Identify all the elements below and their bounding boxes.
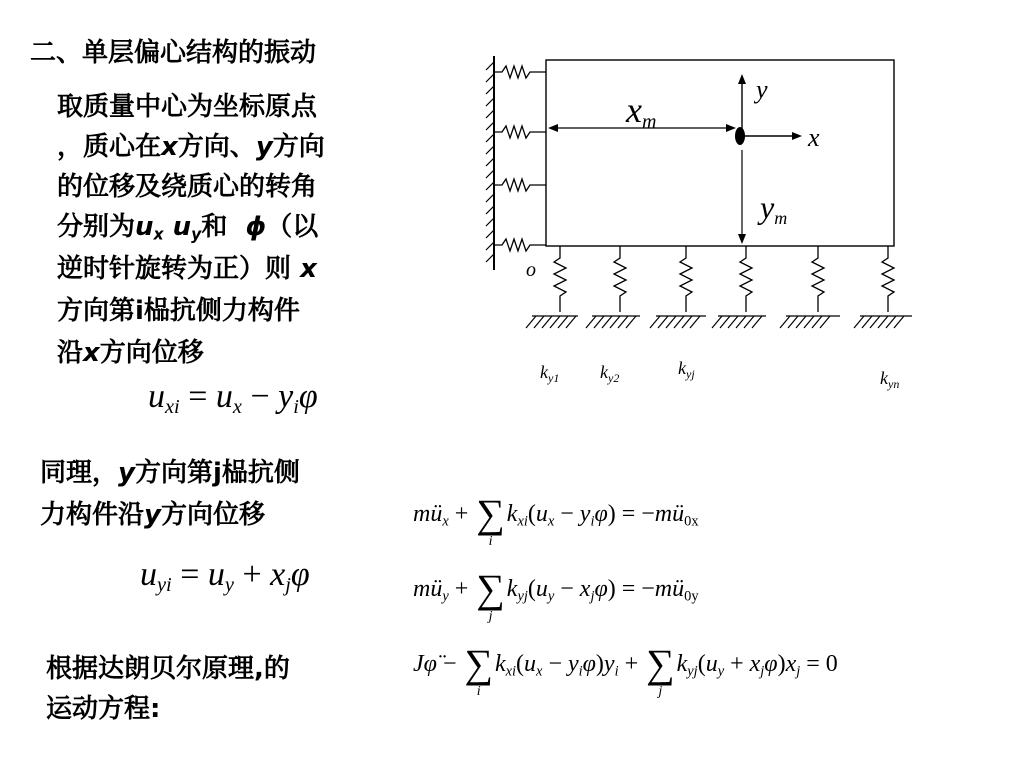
- label-y-axis: y: [756, 75, 768, 104]
- subscript: i: [578, 663, 583, 680]
- sigma: ∑: [476, 491, 505, 536]
- operator: −: [241, 378, 279, 415]
- operator: +: [618, 651, 645, 677]
- summation-sign: [476, 490, 505, 549]
- text: 方向位移: [99, 338, 204, 368]
- paren: ): [607, 576, 616, 602]
- intro-line-5: [57, 252, 317, 286]
- symbol: m: [654, 501, 673, 527]
- dalembert-line-1: 根据达朗贝尔原理,的: [46, 654, 290, 684]
- wall-hatching: [486, 62, 494, 262]
- paren: ): [607, 501, 616, 527]
- subscript: y: [224, 574, 234, 597]
- symbol: k: [880, 368, 888, 388]
- summation-sign: [646, 640, 675, 699]
- text: （以: [266, 212, 319, 242]
- text: 方向第j榀抗侧: [134, 458, 300, 488]
- subscript: m: [641, 111, 657, 133]
- symbol: x: [626, 90, 642, 130]
- symbol: m: [413, 576, 431, 602]
- vertical-springs: [554, 246, 894, 312]
- label-x-axis: x: [808, 123, 820, 152]
- symbol: ü: [672, 501, 685, 527]
- symbol: u: [524, 651, 537, 677]
- symbol: y: [278, 378, 294, 415]
- paren: ): [777, 651, 786, 677]
- symbol: u: [140, 556, 157, 593]
- symbol: m: [413, 501, 431, 527]
- subscript: xi: [505, 663, 517, 680]
- subscript: yj: [517, 588, 528, 605]
- operator: +: [724, 651, 750, 677]
- intro-line-3: 的位移及绕质心的转角: [57, 172, 318, 202]
- subscript: j: [760, 663, 765, 680]
- symbol-y: y: [144, 500, 161, 530]
- sigma: ∑: [646, 641, 675, 686]
- paren: (: [697, 651, 706, 677]
- operator: −: [436, 651, 463, 677]
- symbol: J: [413, 651, 424, 677]
- symbol: k: [540, 362, 548, 382]
- subscript: yi: [157, 574, 172, 597]
- symbol: k: [676, 651, 688, 677]
- mass-center-marker: [735, 127, 745, 145]
- symbol-x: x: [83, 338, 100, 368]
- symbol: ü: [430, 576, 443, 602]
- sum-index: i: [476, 684, 481, 699]
- operator: = −: [615, 501, 655, 527]
- symbol-u: u: [135, 212, 154, 242]
- dalembert-line-2: 运动方程:: [46, 694, 161, 724]
- sum-index: j: [488, 609, 493, 624]
- equation-uyj: [140, 556, 310, 597]
- symbol-x: x: [161, 132, 178, 162]
- operator: =: [179, 378, 216, 415]
- similar-line-1: [40, 456, 300, 490]
- text: 沿: [57, 338, 84, 368]
- subscript: xi: [165, 396, 180, 419]
- symbol-y: y: [118, 458, 135, 488]
- symbol: u: [148, 378, 165, 415]
- subscript: x: [547, 513, 555, 530]
- subscript: yj: [687, 663, 698, 680]
- subscript: yj: [686, 367, 695, 381]
- label-k-y2: [600, 362, 619, 385]
- eccentric-structure-diagram: [480, 40, 930, 400]
- text: 方向、: [177, 132, 256, 162]
- text: 力构件沿: [40, 500, 145, 530]
- symbol: x: [749, 651, 761, 677]
- subscript: i: [293, 396, 299, 419]
- intro-line-7: [57, 336, 204, 370]
- operator: +: [233, 556, 271, 593]
- operator: =: [171, 556, 208, 593]
- symbol: x: [785, 651, 797, 677]
- subscript: y: [717, 663, 725, 680]
- subscript: m: [774, 208, 788, 228]
- subscript: j: [590, 588, 595, 605]
- subscript: i: [614, 663, 619, 680]
- symbol-x: x: [300, 254, 317, 284]
- paren: (: [527, 501, 536, 527]
- label-origin: o: [526, 259, 536, 281]
- paren: (: [516, 651, 525, 677]
- subscript: y1: [548, 371, 560, 385]
- subscript: i: [590, 513, 595, 530]
- equation-motion-y: [413, 565, 699, 624]
- symbol-u: u: [172, 212, 192, 242]
- subscript: xi: [517, 513, 528, 530]
- sigma: ∑: [476, 566, 505, 611]
- operator: −: [554, 501, 580, 527]
- page-title: 二、单层偏心结构的振动: [30, 38, 317, 68]
- symbol: φ: [582, 651, 596, 677]
- symbol: k: [678, 358, 686, 378]
- symbol: y: [579, 501, 591, 527]
- sigma: ∑: [464, 641, 493, 686]
- symbol: φ: [290, 556, 310, 593]
- symbol-phi: ϕ: [245, 212, 267, 242]
- subscript: j: [796, 663, 801, 680]
- similar-line-2: [40, 498, 265, 532]
- symbol: ü: [672, 576, 685, 602]
- symbol: x: [579, 576, 591, 602]
- text: 方向: [272, 132, 325, 162]
- label-k-y1: [540, 362, 559, 385]
- symbol: u: [535, 501, 548, 527]
- sum-index: i: [488, 534, 493, 549]
- summation-sign: [476, 565, 505, 624]
- subscript: x: [232, 396, 242, 419]
- subscript: y: [191, 225, 202, 244]
- symbol: u: [705, 651, 718, 677]
- subscript: y: [547, 588, 555, 605]
- symbol: u: [535, 576, 548, 602]
- text: 同理，: [40, 458, 119, 488]
- intro-line-1: 取质量中心为坐标原点: [57, 92, 318, 122]
- text: 方向位移: [160, 500, 265, 530]
- subscript: x: [442, 513, 449, 530]
- symbol-y: y: [255, 132, 273, 162]
- subscript: 0y: [684, 588, 699, 605]
- operator: −: [554, 576, 580, 602]
- symbol: φ: [764, 651, 778, 677]
- text: 和: [201, 212, 228, 242]
- label-k-yj: [678, 358, 695, 381]
- symbol: y: [760, 189, 775, 225]
- label-k-yn: [880, 368, 899, 391]
- intro-line-2: [57, 130, 325, 164]
- floor-slab: [546, 60, 894, 246]
- symbol: φ: [594, 576, 608, 602]
- equation-uxi: [148, 378, 318, 419]
- subscript: j: [285, 574, 291, 597]
- equation-motion-rotation: [413, 640, 838, 699]
- text: 分别为: [57, 212, 136, 242]
- subscript: x: [153, 225, 164, 244]
- symbol: m: [654, 576, 673, 602]
- subscript: y: [442, 588, 449, 605]
- symbol: k: [506, 576, 518, 602]
- operator: −: [542, 651, 568, 677]
- paren: (: [527, 576, 536, 602]
- symbol: ü: [430, 501, 443, 527]
- symbol: k: [506, 501, 518, 527]
- ground-supports: [526, 316, 912, 328]
- subscript: x: [536, 663, 543, 680]
- symbol: u: [207, 556, 225, 593]
- equation-motion-x: [413, 490, 699, 549]
- operator: +: [448, 501, 475, 527]
- sum-index: j: [658, 684, 663, 699]
- subscript: 0x: [684, 513, 699, 530]
- text: ，质心在: [57, 132, 162, 162]
- symbol: φ: [298, 378, 318, 415]
- subscript: yn: [888, 377, 900, 391]
- operator: +: [448, 576, 475, 602]
- intro-line-6: 方向第i榀抗侧力构件: [57, 296, 300, 326]
- symbol: φ: [594, 501, 608, 527]
- symbol: φ̈: [423, 651, 437, 677]
- symbol: x: [270, 556, 286, 593]
- paren: ): [595, 651, 604, 677]
- subscript: y2: [608, 371, 620, 385]
- text: 逆时针旋转为正）则: [57, 254, 292, 284]
- symbol: k: [600, 362, 608, 382]
- symbol: k: [495, 651, 506, 677]
- symbol: u: [215, 378, 233, 415]
- symbol: y: [603, 651, 615, 677]
- horizontal-springs: [494, 66, 546, 251]
- symbol: y: [567, 651, 579, 677]
- summation-sign: [464, 640, 493, 699]
- operator: = 0: [800, 651, 838, 677]
- intro-line-4: [57, 210, 318, 252]
- operator: = −: [615, 576, 655, 602]
